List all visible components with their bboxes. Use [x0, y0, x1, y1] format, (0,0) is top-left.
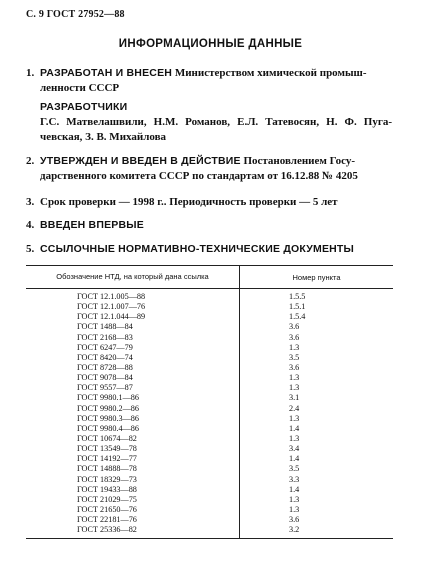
table-cell-designation: ГОСТ 9078—84: [77, 373, 133, 383]
table-cell-designation: ГОСТ 21650—76: [77, 504, 137, 514]
table-cell-clause: 3.6: [289, 515, 300, 525]
table-cell-clause: 1.5.5: [289, 292, 306, 301]
table-cell-designation: ГОСТ 9980.1—86: [77, 393, 139, 403]
table-cell-designation: ГОСТ 14192—77: [77, 454, 137, 464]
table-header-row: [26, 266, 393, 289]
item-3: [26, 195, 392, 210]
table-cell-clause: 1.3: [289, 383, 300, 393]
table-cell-clause: 3.3: [289, 474, 300, 484]
reference-table: [26, 265, 393, 539]
developers-title: РАЗРАБОТЧИКИ: [40, 101, 128, 113]
table-cell-designation: ГОСТ 6247—79: [77, 342, 133, 352]
page-header: С. 9 ГОСТ 27952—88: [26, 9, 125, 20]
table-cell-clause: 3.1: [289, 393, 300, 403]
item-number: 1.: [26, 67, 35, 79]
item-5: [26, 242, 392, 257]
item-number: 5.: [26, 243, 35, 255]
table-cell-designation: ГОСТ 12.1.005—88: [77, 292, 146, 301]
document-title: ИНФОРМАЦИОННЫЕ ДАННЫЕ: [118, 38, 303, 50]
table-cell-clause: 3.6: [289, 362, 300, 372]
table-cell-designation: ГОСТ 9980.4—86: [77, 423, 139, 433]
table-cell-designation: ГОСТ 8420—74: [77, 352, 133, 362]
table-cell-designation: ГОСТ 18329—73: [77, 474, 137, 484]
item-continuation: ленности СССР: [40, 82, 120, 94]
table-cell-designation: ГОСТ 9980.3—86: [77, 413, 139, 423]
table-cell-clause: 1.5.4: [289, 312, 306, 322]
item-text: Министерством химической промыш-: [172, 67, 367, 79]
table-cell-designation: ГОСТ 8728—88: [77, 362, 133, 372]
table-cell-designation: ГОСТ 9980.2—86: [77, 403, 139, 413]
item-2: [26, 154, 392, 184]
table-cell-clause: 3.5: [289, 352, 300, 362]
header-clause-number: Номер пункта: [292, 272, 341, 282]
table-cell-clause: 1.3: [289, 342, 300, 352]
item-text: Срок проверки — 1998 г.. Периодичность проверки — 5 лет: [40, 196, 338, 208]
designation-column: [26, 289, 240, 538]
table-cell-clause: 1.3: [289, 433, 300, 443]
table-cell-clause: 3.2: [289, 525, 300, 535]
table-cell-designation: ГОСТ 12.1.044—89: [77, 312, 146, 322]
table-cell-designation: ГОСТ 19433—88: [77, 484, 137, 494]
table-cell-designation: ГОСТ 21029—75: [77, 494, 137, 504]
table-cell-clause: 2.4: [289, 403, 300, 413]
table-body: [26, 289, 393, 538]
item-lead: ВВЕДЕН ВПЕРВЫЕ: [40, 219, 144, 231]
item-number: 4.: [26, 219, 35, 231]
item-lead: ССЫЛОЧНЫЕ НОРМАТИВНО-ТЕХНИЧЕСКИЕ ДОКУМЕНТЫ: [40, 243, 355, 255]
table-cell-designation: ГОСТ 12.1.007—76: [77, 302, 146, 312]
item-number: 2.: [26, 155, 35, 167]
table-cell-clause: 1.4: [289, 454, 300, 464]
table-cell-designation: ГОСТ 9557—87: [77, 383, 133, 393]
table-cell-clause: 1.4: [289, 484, 300, 494]
item-number: 3.: [26, 196, 35, 208]
table-cell-clause: 1.3: [289, 413, 300, 423]
table-cell-designation: ГОСТ 25336—82: [77, 525, 137, 535]
item-continuation: дарственного комитета СССР по стандартам от 16.12.88 № 4205: [40, 170, 358, 182]
table-cell-designation: ГОСТ 14888—78: [77, 464, 137, 474]
table-cell-clause: 1.5.1: [289, 302, 306, 312]
developers-block: [40, 100, 392, 145]
developers-names: Г.С. Матвелашвили, Н.М. Романов, Е.Л. Татевосян, Н. Ф. Пуга-чевская, З. В. Михайлова: [40, 116, 392, 143]
table-cell-clause: 1.3: [289, 504, 300, 514]
table-cell-clause: 3.6: [289, 322, 300, 332]
clause-column: [240, 289, 393, 538]
table-cell-designation: ГОСТ 2168—83: [77, 332, 133, 342]
table-cell-designation: ГОСТ 1488—84: [77, 322, 133, 332]
table-cell-clause: 1.3: [289, 373, 300, 383]
table-cell-designation: ГОСТ 13549—78: [77, 444, 137, 454]
item-lead: УТВЕРЖДЕН И ВВЕДЕН В ДЕЙСТВИЕ: [40, 155, 241, 167]
item-1: [26, 66, 392, 96]
table-cell-clause: 3.6: [289, 332, 300, 342]
table-cell-designation: ГОСТ 10674—82: [77, 433, 137, 443]
item-text: Постановлением Госу-: [240, 155, 356, 167]
item-lead: РАЗРАБОТАН И ВНЕСЕН: [40, 67, 173, 79]
table-cell-clause: 3.4: [289, 444, 300, 454]
item-4: [26, 218, 392, 233]
header-document-designation: Обозначение НТД, на который дана ссылка: [26, 266, 240, 288]
table-cell-designation: ГОСТ 22181—76: [77, 515, 137, 525]
table-cell-clause: 3.5: [289, 464, 300, 474]
table-cell-clause: 1.4: [289, 423, 300, 433]
table-cell-clause: 1.3: [289, 494, 300, 504]
